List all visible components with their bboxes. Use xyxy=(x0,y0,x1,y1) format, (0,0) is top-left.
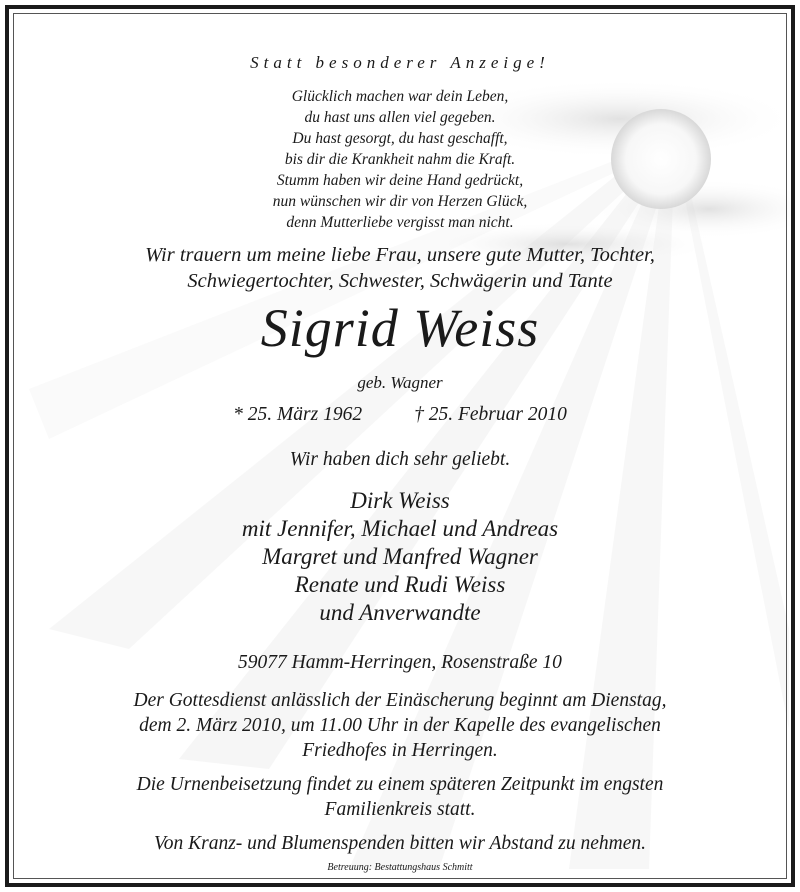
loved-line: Wir haben dich sehr geliebt. xyxy=(289,449,511,470)
born-name: geb. Wagner xyxy=(357,373,443,392)
life-dates xyxy=(9,404,791,426)
notice-frame xyxy=(5,5,795,887)
poem-line: nun wünschen wir dir von Herzen Glück, xyxy=(272,193,528,210)
mourning-line: Wir trauern um meine liebe Frau, unsere gute Mutter, Tochter, xyxy=(145,244,655,266)
family-line: Margret und Manfred Wagner xyxy=(262,544,538,569)
poem-line: Stumm haben wir deine Hand gedrückt, xyxy=(276,172,524,189)
funeral-home-credit: Betreuung: Bestattungshaus Schmitt xyxy=(327,862,473,873)
family-line: mit Jennifer, Michael und Andreas xyxy=(241,516,559,541)
death-date: † 25. Februar 2010 xyxy=(414,404,567,425)
deceased-name: Sigrid Weiss xyxy=(260,298,540,358)
poem-line: du hast uns allen viel gegeben. xyxy=(304,109,496,126)
poem-line: denn Mutterliebe vergisst man nicht. xyxy=(286,214,514,231)
service-line: dem 2. März 2010, um 11.00 Uhr in der Kapelle des evangelischen xyxy=(139,715,661,736)
flowers-line: Von Kranz- und Blumenspenden bitten wir Abstand zu nehmen. xyxy=(154,833,646,854)
service-line: Friedhofes in Herringen. xyxy=(302,740,498,761)
intro-heading: Statt besonderer Anzeige! xyxy=(250,53,550,72)
urn-line: Familienkreis statt. xyxy=(324,799,476,820)
poem-line: bis dir die Krankheit nahm die Kraft. xyxy=(284,151,516,168)
birth-date: * 25. März 1962 xyxy=(233,404,363,425)
service-line: Der Gottesdienst anlässlich der Einäscherung beginnt am Dienstag, xyxy=(133,690,667,711)
poem-line: Du hast gesorgt, du hast geschafft, xyxy=(292,130,508,147)
notice-content xyxy=(9,9,791,883)
address: 59077 Hamm-Herringen, Rosenstraße 10 xyxy=(238,652,562,673)
family-line: und Anverwandte xyxy=(319,600,481,625)
family-line: Renate und Rudi Weiss xyxy=(294,572,506,597)
family-line: Dirk Weiss xyxy=(350,488,450,513)
mourning-line: Schwiegertochter, Schwester, Schwägerin und Tante xyxy=(187,270,613,292)
poem-line: Glücklich machen war dein Leben, xyxy=(291,88,509,105)
urn-line: Die Urnenbeisetzung findet zu einem späteren Zeitpunkt im engsten xyxy=(136,774,664,795)
